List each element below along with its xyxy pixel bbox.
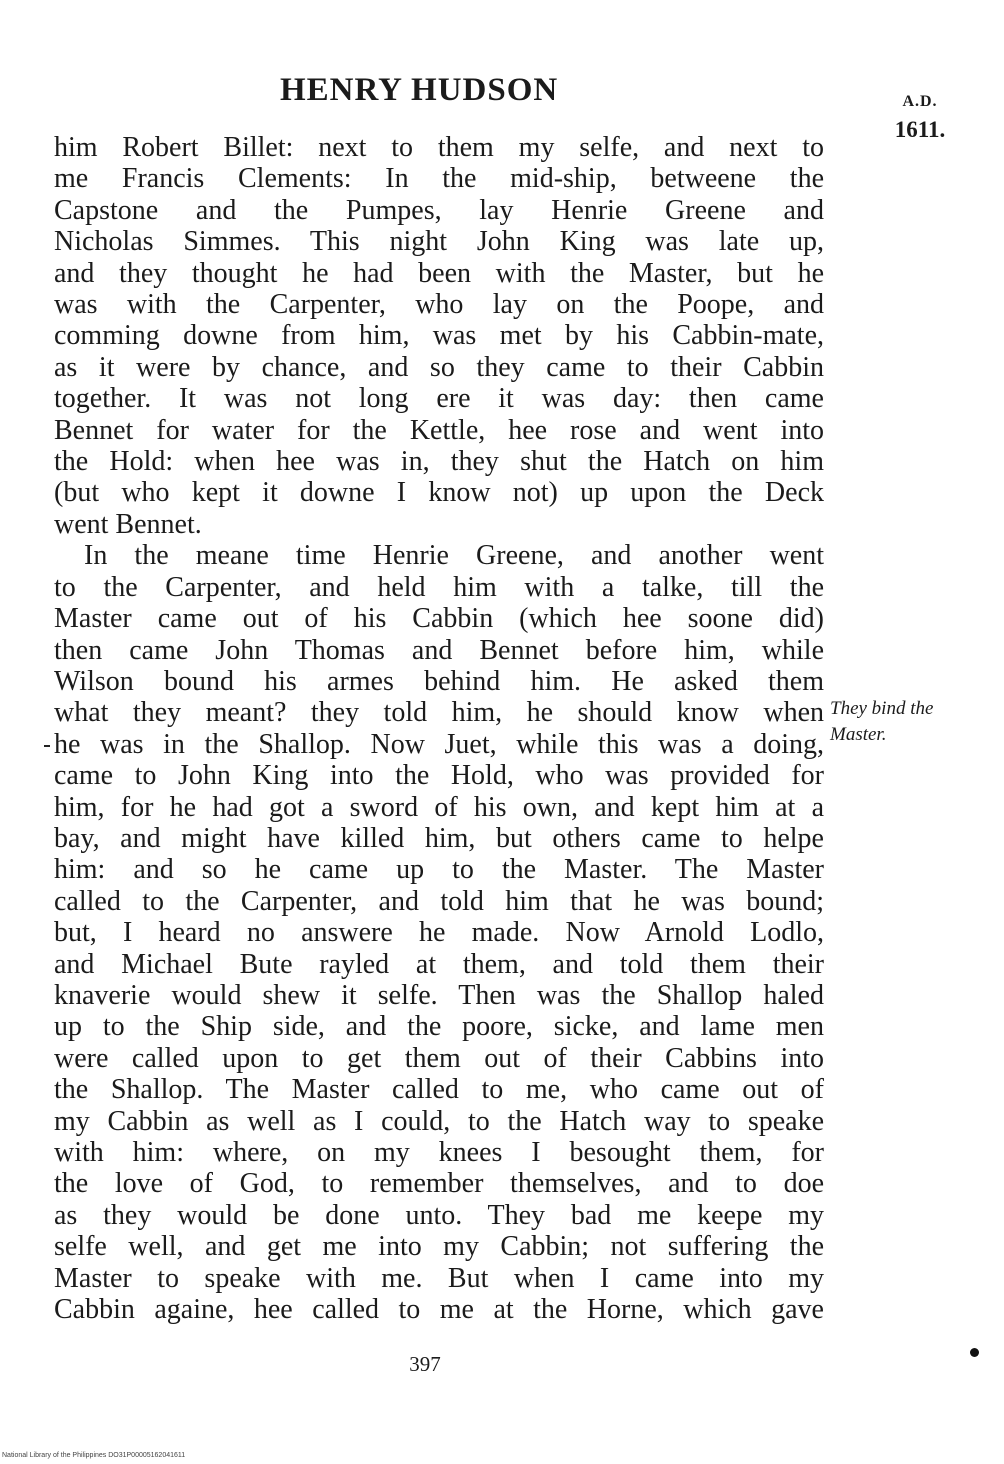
text-line: him: and so he came up to the Master. The Master [54,854,824,886]
text-line: Master came out of his Cabbin (which hee soone did) [54,603,824,635]
text-line: up to the Ship side, and the poore, sicke, and lame men [54,1011,824,1043]
text-line: with him: where, on my knees I besought them, for [54,1137,824,1168]
text-line: Master to speake with me. But when I came into my [54,1262,824,1294]
body-text [54,132,824,1325]
text-line: but, I heard no answere he made. Now Arnold Lodlo, [54,917,824,949]
margin-note [830,696,990,748]
text-line: as it were by chance, and so they came to their Cabbin [54,351,824,383]
margin-note-line: They bind the [830,698,934,719]
text-line: selfe well, and get me into my Cabbin; not suffering the [54,1231,824,1263]
text-line: were called upon to get them out of their Cabbins into [54,1042,824,1074]
text-line: him, for he had got a sword of his own, and kept him at a [54,791,824,823]
text-line: Cabbin againe, hee called to me at the Horne, which gave [54,1294,824,1326]
text-line: the love of God, to remember themselves, and to doe [54,1168,824,1200]
year-era: A.D. [902,93,938,110]
scan-mark-dash [44,745,50,747]
text-line: the Hold: when hee was in, they shut the Hatch on him [54,446,824,478]
text-line: Nicholas Simmes. This night John King was late up, [54,226,824,258]
margin-note-line: Master. [830,724,887,745]
text-line: came to John King into the Hold, who was provided for [54,760,824,792]
text-line: Wilson bound his armes behind him. He asked them [54,665,824,697]
text-line: and they thought he had been with the Master, but he [54,257,824,289]
text-line: In the meane time Henrie Greene, and another went [84,540,824,572]
text-line: Bennet for water for the Kettle, hee rose and went into [54,414,824,446]
text-line: as they would be done unto. They bad me keepe my [54,1199,824,1231]
text-line: him Robert Billet: next to them my selfe, and next to [54,132,824,163]
text-line: went Bennet. [54,508,202,540]
text-line: comming downe from him, was met by his Cabbin-mate, [54,320,824,352]
text-line: Capstone and the Pumpes, lay Henrie Greene and [54,194,824,226]
text-line: bay, and might have killed him, but others came to helpe [54,822,824,854]
text-line: was with the Carpenter, who lay on the Poope, and [54,289,824,321]
page-number: 397 [409,1352,441,1376]
text-line: called to the Carpenter, and told him that he was bound; [54,885,824,917]
text-line: (but who kept it downe I know not) up upon the Deck [54,477,824,509]
text-line: he was in the Shallop. Now Juet, while this was a doing, [54,728,824,760]
text-line: together. It was not long ere it was day: then came [54,383,824,415]
year-number: 1611. [894,117,946,142]
text-line: what they meant? they told him, he should know when [54,697,824,729]
running-header-title: HENRY HUDSON [280,72,559,108]
text-line: then came John Thomas and Bennet before him, while [54,634,824,666]
text-line: and Michael Bute rayled at them, and told them their [54,948,824,980]
scan-dot-mark [970,1348,979,1357]
text-line: knaverie would shew it selfe. Then was the Shallop haled [54,979,824,1011]
library-credit: National Library of the Philippines DO31P00005162041611 [2,1452,186,1459]
text-line: the Shallop. The Master called to me, who came out of [54,1074,824,1106]
text-line: me Francis Clements: In the mid-ship, betweene the [54,163,824,195]
text-line: my Cabbin as well as I could, to the Hatch way to speake [54,1105,824,1137]
text-line: to the Carpenter, and held him with a talke, till the [54,571,824,603]
year-marginal [880,88,960,144]
